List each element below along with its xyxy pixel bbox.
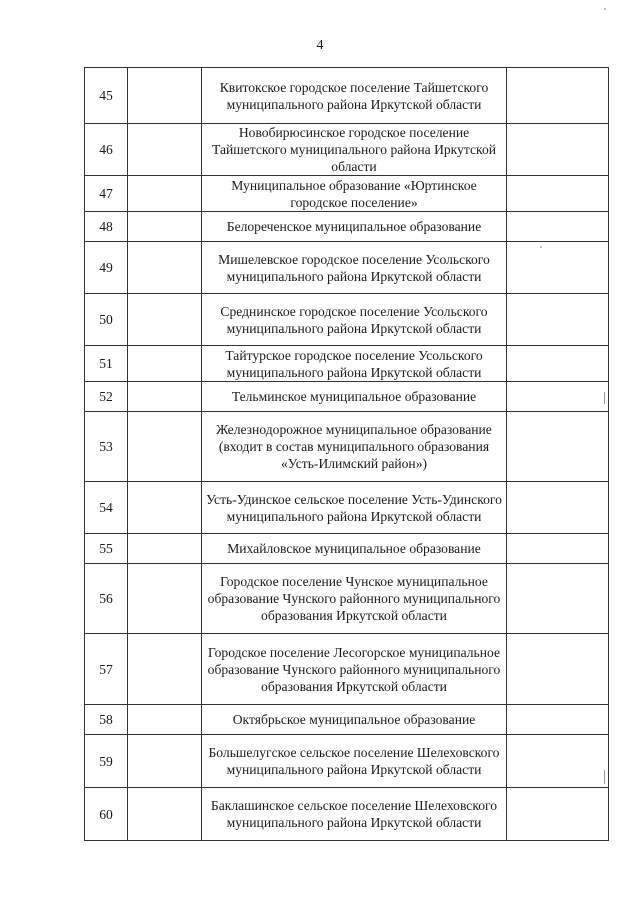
table-row <box>85 176 609 212</box>
row-number: 49 <box>85 242 128 294</box>
municipality-name: Михайловское муниципальное образование <box>202 534 507 564</box>
page-number: 4 <box>316 38 324 53</box>
empty-cell <box>128 176 202 212</box>
municipality-name: Новобирюсинское городское поселение Тайшетского муниципального района Иркутской области <box>202 124 507 176</box>
municipality-name: Городское поселение Чунское муниципальное образование Чунского районного муниципального образования Иркутской области <box>202 564 507 634</box>
scan-artifact <box>604 770 605 784</box>
empty-cell <box>128 534 202 564</box>
row-number: 55 <box>85 534 128 564</box>
table-row <box>85 68 609 124</box>
row-number: 59 <box>85 735 128 788</box>
table-row <box>85 482 609 534</box>
table-row <box>85 735 609 788</box>
row-number: 57 <box>85 634 128 705</box>
empty-cell <box>507 294 609 346</box>
municipality-name: Тельминское муниципальное образование <box>202 382 507 412</box>
row-number: 53 <box>85 412 128 482</box>
municipality-name: Муниципальное образование «Юртинское городское поселение» <box>202 176 507 212</box>
empty-cell <box>128 242 202 294</box>
row-number: 47 <box>85 176 128 212</box>
table-row <box>85 412 609 482</box>
row-number: 56 <box>85 564 128 634</box>
empty-cell <box>128 482 202 534</box>
table-row <box>85 705 609 735</box>
empty-cell <box>128 634 202 705</box>
municipality-name: Октябрьское муниципальное образование <box>202 705 507 735</box>
empty-cell <box>507 735 609 788</box>
row-number: 54 <box>85 482 128 534</box>
table-row <box>85 212 609 242</box>
empty-cell <box>507 634 609 705</box>
table-row <box>85 294 609 346</box>
row-number: 50 <box>85 294 128 346</box>
row-number: 60 <box>85 788 128 841</box>
municipality-name: Тайтурское городское поселение Усольского муниципального района Иркутской области <box>202 346 507 382</box>
table-row <box>85 564 609 634</box>
municipalities-table <box>84 67 609 841</box>
row-number: 46 <box>85 124 128 176</box>
empty-cell <box>507 176 609 212</box>
scan-artifact <box>604 8 606 10</box>
empty-cell <box>128 212 202 242</box>
empty-cell <box>128 68 202 124</box>
table-row <box>85 634 609 705</box>
table-row <box>85 242 609 294</box>
municipality-name: Большелугское сельское поселение Шелеховского муниципального района Иркутской области <box>202 735 507 788</box>
row-number: 48 <box>85 212 128 242</box>
empty-cell <box>507 212 609 242</box>
table-row <box>85 382 609 412</box>
empty-cell <box>128 705 202 735</box>
row-number: 51 <box>85 346 128 382</box>
empty-cell <box>507 788 609 841</box>
municipality-name: Железнодорожное муниципальное образование (входит в состав муниципального образования «Усть-Илимский район») <box>202 412 507 482</box>
row-number: 52 <box>85 382 128 412</box>
row-number: 45 <box>85 68 128 124</box>
empty-cell <box>507 412 609 482</box>
table-row <box>85 346 609 382</box>
empty-cell <box>128 346 202 382</box>
empty-cell <box>128 735 202 788</box>
empty-cell <box>507 534 609 564</box>
empty-cell <box>507 705 609 735</box>
empty-cell <box>128 124 202 176</box>
empty-cell <box>507 482 609 534</box>
empty-cell <box>507 124 609 176</box>
empty-cell <box>507 564 609 634</box>
empty-cell <box>128 788 202 841</box>
municipality-name: Квитокское городское поселение Тайшетского муниципального района Иркутской области <box>202 68 507 124</box>
municipality-name: Мишелевское городское поселение Усольского муниципального района Иркутской области <box>202 242 507 294</box>
row-number: 58 <box>85 705 128 735</box>
table-row <box>85 124 609 176</box>
municipality-name: Баклашинское сельское поселение Шелеховского муниципального района Иркутской области <box>202 788 507 841</box>
scan-artifact <box>540 246 542 248</box>
empty-cell <box>507 346 609 382</box>
empty-cell <box>128 294 202 346</box>
municipality-name: Белореченское муниципальное образование <box>202 212 507 242</box>
municipality-name: Усть-Удинское сельское поселение Усть-Удинского муниципального района Иркутской области <box>202 482 507 534</box>
empty-cell <box>507 382 609 412</box>
municipality-name: Среднинское городское поселение Усольского муниципального района Иркутской области <box>202 294 507 346</box>
empty-cell <box>128 412 202 482</box>
scan-artifact <box>604 392 605 404</box>
municipality-name: Городское поселение Лесогорское муниципальное образование Чунского районного муниципального образования Иркутской области <box>202 634 507 705</box>
table-row <box>85 788 609 841</box>
empty-cell <box>128 564 202 634</box>
empty-cell <box>507 68 609 124</box>
empty-cell <box>507 242 609 294</box>
table-row <box>85 534 609 564</box>
empty-cell <box>128 382 202 412</box>
